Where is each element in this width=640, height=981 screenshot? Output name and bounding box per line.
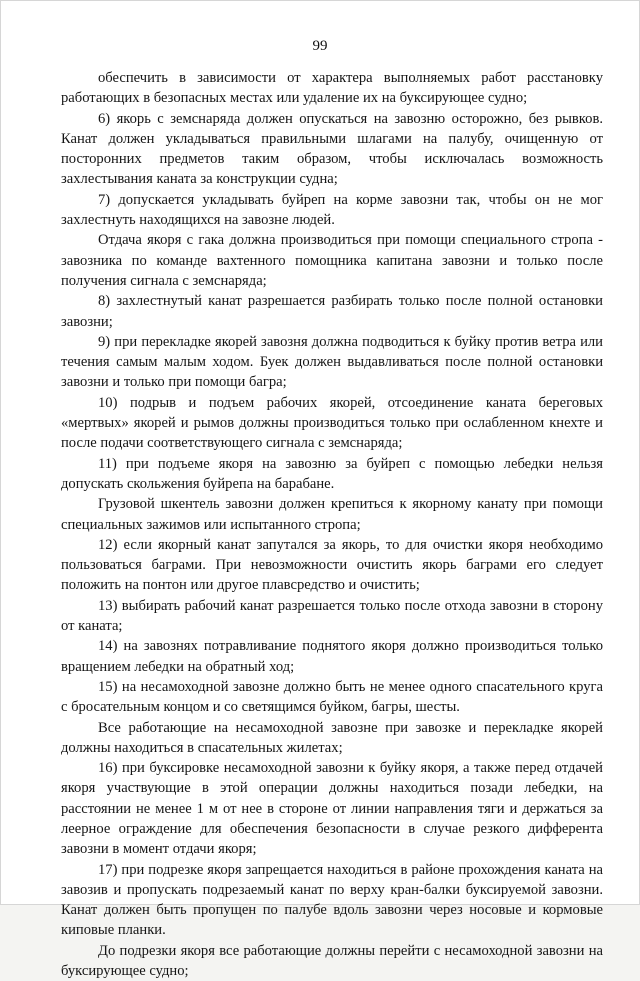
paragraph: Отдача якоря с гака должна производиться при помощи специального стропа - завозника по команде вахтенного помощника капитана завозни и только после получения сигнала с земснаряда; [61,232,603,289]
paragraph: 7) допускается укладывать буйреп на корме завозни так, чтобы он не мог захлестнуть находящихся на завозне людей. [61,191,603,229]
paragraph: 14) на завознях потравливание поднятого якоря должно производиться только вращением лебедки на обратный ход; [61,638,603,675]
paragraph: 16) при буксировке несамоходной завозни к буйку якоря, а также перед отдачей якоря участвующие в этой операции должны находиться позади лебедки, на расстоянии не менее 1 м от нее в стороне от линии направления тяги и держаться за леерное ограждение для обеспечения безопасности в случае резкого дифферента завозни в момент отдачи якоря; [61,760,603,858]
paragraph: 12) если якорный канат запутался за якорь, то для очистки якоря необходимо пользоваться баграми. При невозможности очистить якорь баграми его следует положить на понтон или другое плавсредство и очистить; [61,536,603,594]
paragraph: 10) подрыв и подъем рабочих якорей, отсоединение каната береговых «мертвых» якорей и рымов должны производиться только при ослабленном кнехте и после подачи соответствующего сигнала с земснаряда; [61,394,603,452]
paragraph: 6) якорь с земснаряда должен опускаться на завозню осторожно, без рывков. Канат должен укладываться правильными шлагами на палубу, очищенную от посторонних предметов таким образом, чтобы исключалась возможность захлестывания каната за конструкции судна; [61,110,603,188]
paragraph: обеспечить в зависимости от характера выполняемых работ расстановку работающих в безопасных местах или удаление их на буксирующее судно; [61,70,603,107]
paragraph: 11) при подъеме якоря на завозню за буйреп с помощью лебедки нельзя допускать скольжения буйрепа на барабане. [61,455,603,492]
paragraph: 9) при перекладке якорей завозня должна подводиться к буйку против ветра или течения самым малым ходом. Буек должен выдавливаться после полной остановки завозни и только при помощи багра; [61,333,603,391]
paragraph: 8) захлестнутый канат разрешается разбирать только после полной остановки завозни; [61,293,603,330]
paragraph: 13) выбирать рабочий канат разрешается только после отхода завозни в сторону от каната; [61,597,603,635]
paragraph: До подрезки якоря все работающие должны перейти с несамоходной завозни на буксирующее судно; [61,942,603,980]
paragraph: Грузовой шкентель завозни должен крепиться к якорному канату при помощи специальных зажимов или испытанного стропа; [61,496,603,533]
page-number: 99 [312,38,328,54]
paragraph: 15) на несамоходной завозне должно быть не менее одного спасательного круга с бросательным концом и со светящимся буйком, багры, шесты. [61,678,603,716]
body-text [61,68,603,981]
paragraph: 17) при подрезке якоря запрещается находиться в районе прохождения каната на завозив и пропускать подрезаемый канат по верху кран-балки буксируемой завозни. Канат должен быть пропущен по палубе вдоль завозни через носовые и кормовые киповые планки. [61,861,603,939]
paragraph: Все работающие на несамоходной завозне при завозке и перекладке якорей должны находиться в спасательных жилетах; [61,719,603,756]
